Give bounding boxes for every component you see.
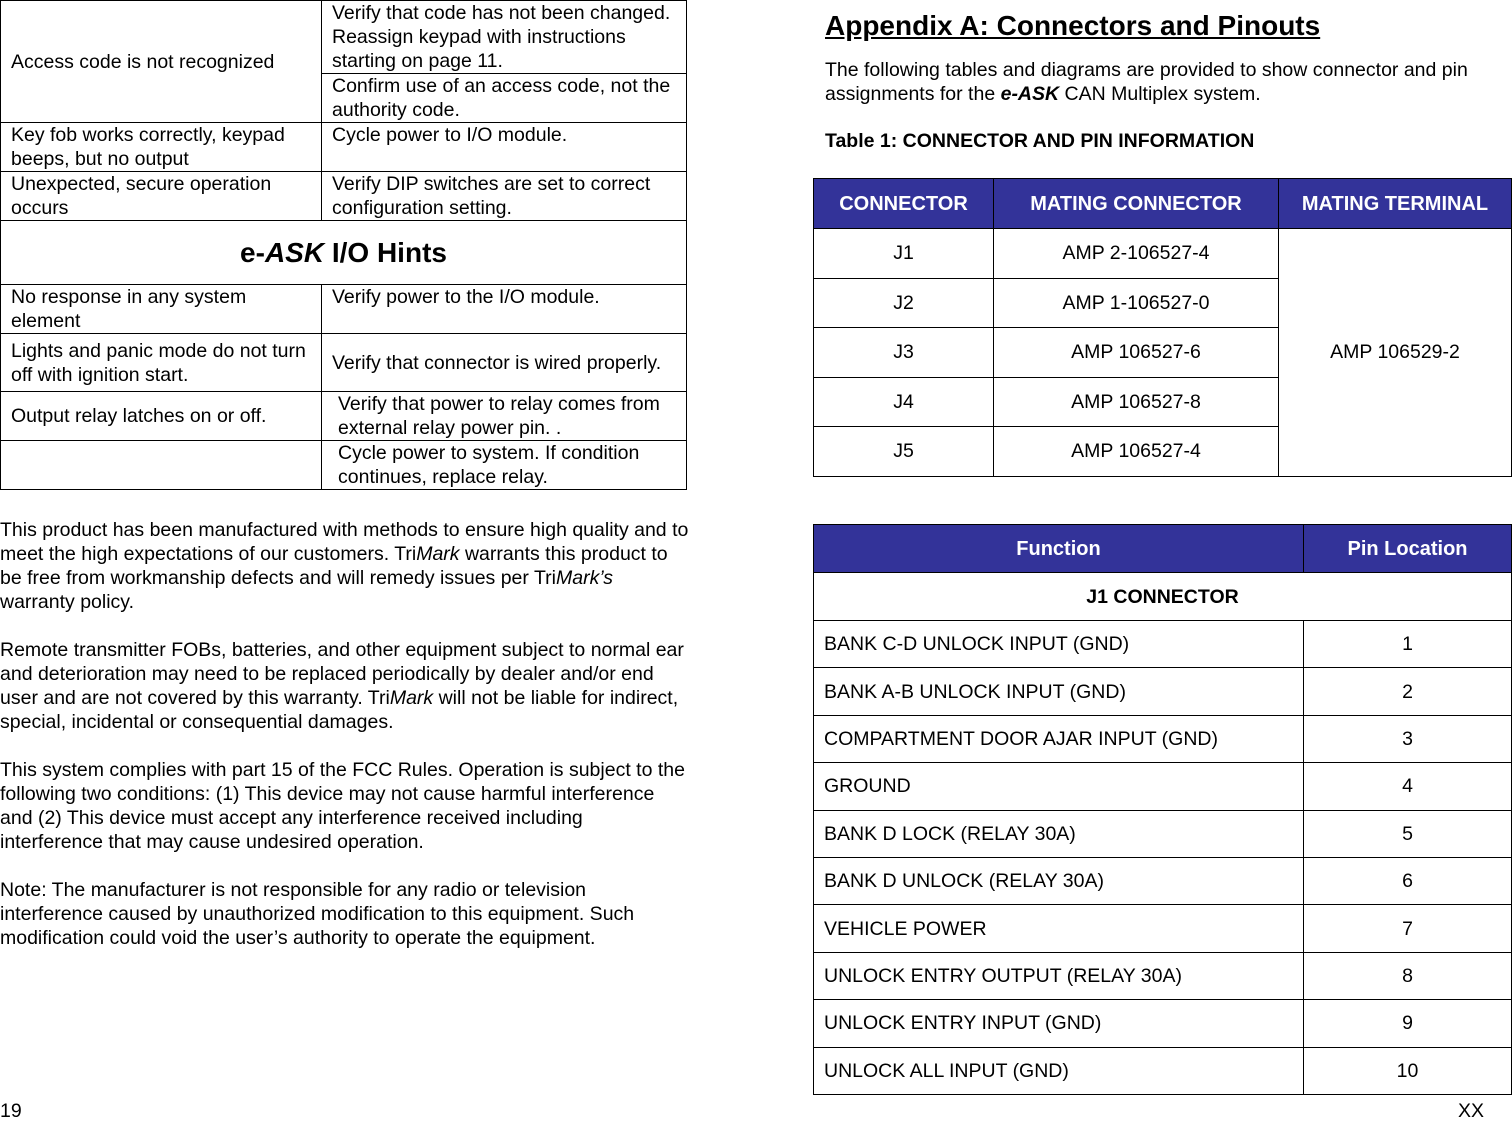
paragraph: This product has been manufactured with methods to ensure high quality and to meet the high expectations of our customers. TriMark warrants this product to be free from workmanship defects and will remedy issues per TriMark’s warranty policy. bbox=[0, 519, 689, 613]
solution-cell: Cycle power to I/O module. bbox=[322, 123, 687, 172]
pin-cell: 2 bbox=[1304, 668, 1512, 715]
solution-cell: Cycle power to system. If condition continues, replace relay. bbox=[322, 441, 687, 490]
pin-cell: 7 bbox=[1304, 905, 1512, 952]
column-header: CONNECTOR bbox=[814, 179, 994, 229]
solution-cell: Verify that power to relay comes from external relay power pin. . bbox=[322, 392, 687, 441]
function-cell: BANK D LOCK (RELAY 30A) bbox=[814, 810, 1304, 857]
pin-cell: 9 bbox=[1304, 1000, 1512, 1047]
table-row bbox=[1, 1, 687, 74]
paragraph: Remote transmitter FOBs, batteries, and other equipment subject to normal ear and deterioration may need to be replaced periodically by dealer and/or end user and are not covered by this warranty. TriMark will not be liable for indirect, special, incidental or consequential damages. bbox=[0, 639, 684, 733]
connector-cell: J5 bbox=[814, 427, 994, 477]
function-cell: UNLOCK ENTRY INPUT (GND) bbox=[814, 1000, 1304, 1047]
page-number-right: XX bbox=[1458, 1100, 1485, 1122]
function-cell: GROUND bbox=[814, 763, 1304, 810]
mating-connector-cell: AMP 1-106527-0 bbox=[994, 278, 1279, 328]
pin-cell: 10 bbox=[1304, 1047, 1512, 1094]
table-row bbox=[1, 392, 687, 441]
pin-cell: 3 bbox=[1304, 715, 1512, 762]
header-row bbox=[814, 179, 1512, 229]
function-cell: BANK A-B UNLOCK INPUT (GND) bbox=[814, 668, 1304, 715]
solution-cell: Verify that code has not been changed. Reassign keypad with instructions starting on page 11. bbox=[322, 1, 687, 74]
table-row bbox=[814, 763, 1512, 810]
table-row bbox=[1, 441, 687, 490]
problem-cell: Lights and panic mode do not turn off with ignition start. bbox=[1, 334, 322, 392]
pin-cell: 1 bbox=[1304, 621, 1512, 668]
column-header: Function bbox=[814, 525, 1304, 573]
pin-table bbox=[813, 524, 1512, 1095]
mating-connector-cell: AMP 106527-6 bbox=[994, 328, 1279, 378]
problem-cell: No response in any system element bbox=[1, 285, 322, 334]
pin-cell: 4 bbox=[1304, 763, 1512, 810]
problem-cell: Unexpected, secure operation occurs bbox=[1, 172, 322, 221]
problem-cell: Key fob works correctly, keypad beeps, but no output bbox=[1, 123, 322, 172]
table-row bbox=[814, 229, 1512, 279]
appendix-intro: The following tables and diagrams are provided to show connector and pin assignments for the e-ASK CAN Multiplex system. bbox=[825, 59, 1468, 105]
connector-table bbox=[813, 178, 1512, 477]
connector-cell: J2 bbox=[814, 278, 994, 328]
connector-cell: J1 bbox=[814, 229, 994, 279]
function-cell: VEHICLE POWER bbox=[814, 905, 1304, 952]
function-cell: BANK D UNLOCK (RELAY 30A) bbox=[814, 857, 1304, 904]
solution-cell: Confirm use of an access code, not the authority code. bbox=[322, 74, 687, 123]
pin-cell: 8 bbox=[1304, 952, 1512, 999]
solution-cell: Verify DIP switches are set to correct configuration setting. bbox=[322, 172, 687, 221]
section-row bbox=[814, 573, 1512, 621]
table-row bbox=[814, 857, 1512, 904]
table-row bbox=[814, 621, 1512, 668]
section-heading: J1 CONNECTOR bbox=[814, 573, 1512, 621]
table-row bbox=[814, 1047, 1512, 1094]
mating-terminal-cell: AMP 106529-2 bbox=[1279, 229, 1512, 477]
table-row bbox=[814, 810, 1512, 857]
column-header: Pin Location bbox=[1304, 525, 1512, 573]
table-row bbox=[1, 123, 687, 172]
mating-connector-cell: AMP 106527-8 bbox=[994, 377, 1279, 427]
table-row bbox=[1, 285, 687, 334]
table-row bbox=[1, 334, 687, 392]
function-cell: UNLOCK ALL INPUT (GND) bbox=[814, 1047, 1304, 1094]
solution-cell: Verify power to the I/O module. bbox=[322, 285, 687, 334]
function-cell: BANK C-D UNLOCK INPUT (GND) bbox=[814, 621, 1304, 668]
hints-heading: e-ASK I/O Hints bbox=[1, 221, 687, 285]
problem-cell bbox=[1, 441, 322, 490]
mating-connector-cell: AMP 2-106527-4 bbox=[994, 229, 1279, 279]
mating-connector-cell: AMP 106527-4 bbox=[994, 427, 1279, 477]
connector-cell: J4 bbox=[814, 377, 994, 427]
appendix-title: Appendix A: Connectors and Pinouts bbox=[825, 10, 1321, 41]
pin-cell: 5 bbox=[1304, 810, 1512, 857]
solution-cell: Verify that connector is wired properly. bbox=[322, 334, 687, 392]
column-header: MATING TERMINAL bbox=[1279, 179, 1512, 229]
troubleshooting-table bbox=[0, 0, 687, 490]
table-row bbox=[814, 715, 1512, 762]
column-header: MATING CONNECTOR bbox=[994, 179, 1279, 229]
function-cell: UNLOCK ENTRY OUTPUT (RELAY 30A) bbox=[814, 952, 1304, 999]
paragraph: This system complies with part 15 of the FCC Rules. Operation is subject to the following two conditions: (1) This device may not cause harmful interference and (2) This device must accept any interference received including interference that may cause undesired operation. bbox=[0, 759, 685, 853]
warranty-text bbox=[0, 518, 690, 974]
connector-cell: J3 bbox=[814, 328, 994, 378]
table-row bbox=[814, 1000, 1512, 1047]
pin-cell: 6 bbox=[1304, 857, 1512, 904]
problem-cell: Output relay latches on or off. bbox=[1, 392, 322, 441]
table-caption: Table 1: CONNECTOR AND PIN INFORMATION bbox=[825, 130, 1255, 152]
hints-heading-row bbox=[1, 221, 687, 285]
table-row bbox=[814, 905, 1512, 952]
table-row bbox=[1, 172, 687, 221]
page-number-left: 19 bbox=[0, 1100, 22, 1122]
function-cell: COMPARTMENT DOOR AJAR INPUT (GND) bbox=[814, 715, 1304, 762]
problem-cell: Access code is not recognized bbox=[1, 1, 322, 123]
paragraph: Note: The manufacturer is not responsible for any radio or television interference caused by unauthorized modification to this equipment. Such modification could void the user’s authority to operate the equipment. bbox=[0, 879, 635, 949]
table-row bbox=[814, 668, 1512, 715]
header-row bbox=[814, 525, 1512, 573]
table-row bbox=[814, 952, 1512, 999]
